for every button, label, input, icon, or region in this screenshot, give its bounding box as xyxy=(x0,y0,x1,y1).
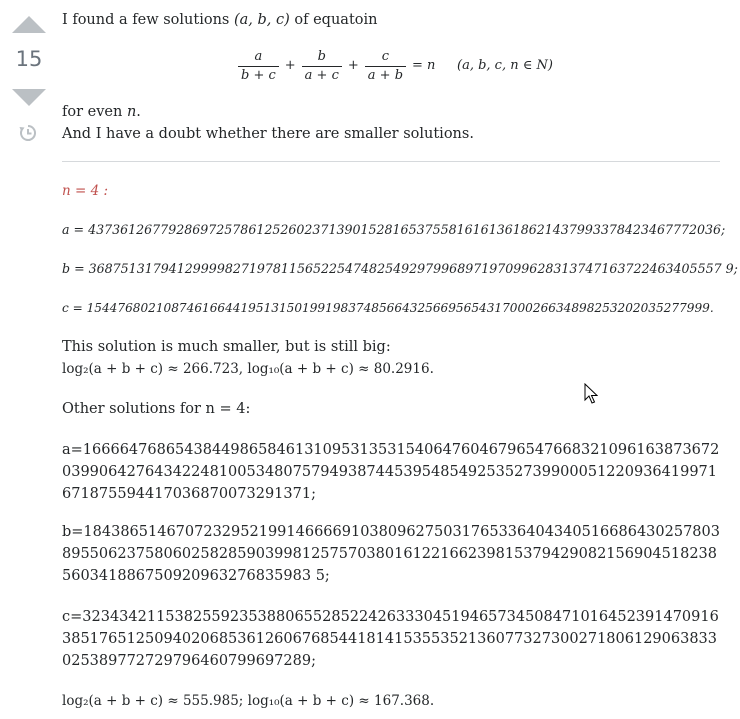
intro-line-2: for even n. xyxy=(62,104,141,120)
intro-line-1: I found a few solutions (a, b, c) of equatoin xyxy=(62,12,378,28)
n-label: n = 4 : xyxy=(62,183,109,199)
mouse-cursor-icon xyxy=(584,383,598,405)
other-log-line: log₂(a + b + c) ≈ 555.985; log₁₀(a + b + c) ≈ 167.368. xyxy=(62,693,435,709)
solution-a: a = 4373612677928697257861252602371390152816537558161613618621437993378423467772036; xyxy=(62,222,726,237)
upvote-arrow-icon[interactable] xyxy=(12,16,46,33)
other-solution-b: b=18438651467072329521991466669103809627503176533640434051668643025780389550623758060258285903998125757038016122166239815379429082156904518238560341886750920963276835983 5; xyxy=(62,524,720,584)
downvote-arrow-icon[interactable] xyxy=(12,89,46,106)
solution-b: b = 3687513179412999982719781156522547482549297996897197099628313747163722463405557 9; xyxy=(62,261,738,276)
other-solution-a: a=16666476865438449865846131095313531540647604679654766832109616387367203990642764342248100534807579493874453954854925352739900051220936419971671875594417036870073291371; xyxy=(62,442,720,502)
history-icon[interactable] xyxy=(18,123,38,143)
equation: $\frac{a}{b + c}$ + $\frac{b}{a + c}$ + $\frac{c}{a + b}$ = n xyxy=(234,44,437,88)
small-log-line: log₂(a + b + c) ≈ 266.723, log₁₀(a + b + c) ≈ 80.2916. xyxy=(62,361,434,377)
other-solution-c: c=32343421153825592353880655285224263330451946573450847101645239147091638517651250940206853612606768544181415355352136077327300271806129063833025389772729796460799697289; xyxy=(62,609,719,669)
solution-c: c = 154476802108746166441951315019919837485664325669565431700026634898253202035277999. xyxy=(62,301,714,315)
fraction-b: $\frac{b}{a + c}$ xyxy=(302,48,342,85)
vote-count: 15 xyxy=(15,47,43,71)
divider xyxy=(62,161,720,162)
intro-line-3: And I have a doubt whether there are smaller solutions. xyxy=(62,126,474,142)
fraction-a: $\frac{a}{b + c}$ xyxy=(238,48,279,85)
equation-condition: (a, b, c, n ∈ N) xyxy=(457,58,553,73)
small-note: This solution is much smaller, but is still big: xyxy=(62,339,391,355)
other-heading: Other solutions for n = 4: xyxy=(62,401,251,417)
fraction-c: $\frac{c}{a + b}$ xyxy=(365,48,406,85)
